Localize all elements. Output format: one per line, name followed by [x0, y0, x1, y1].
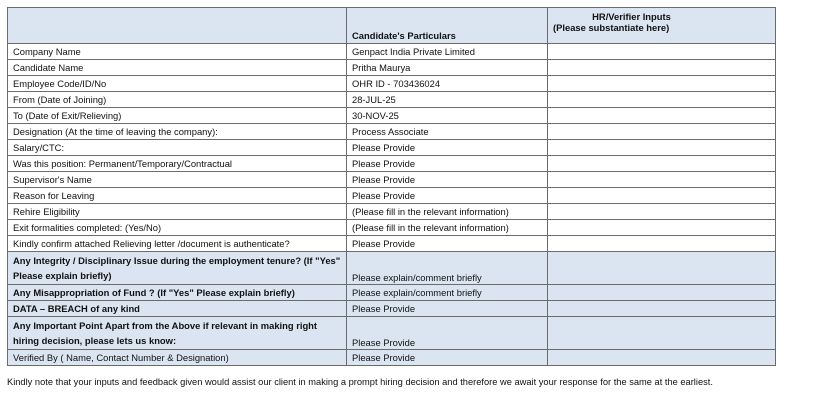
candidate-value: OHR ID - 703436024	[347, 76, 548, 92]
header-hr-title: HR/Verifier Inputs	[592, 11, 671, 22]
row-exit-formalities	[8, 220, 776, 236]
hr-input-cell[interactable]	[548, 60, 776, 76]
field-label: Reason for Leaving	[8, 188, 347, 204]
field-label: Exit formalities completed: (Yes/No)	[8, 220, 347, 236]
candidate-value: Please Provide	[347, 188, 548, 204]
footer-note: Kindly note that your inputs and feedback given would assist our client in making a prompt hiring decision and therefore we await your response for the same at the earliest.	[7, 377, 713, 387]
hr-input-cell[interactable]	[548, 124, 776, 140]
field-label: Supervisor's Name	[8, 172, 347, 188]
question-label: Any Integrity / Disciplinary Issue during the employment tenure? (If "Yes" Please explain briefly)	[8, 252, 347, 285]
candidate-value: Please Provide	[347, 172, 548, 188]
hr-input-cell[interactable]	[548, 140, 776, 156]
field-label: Verified By ( Name, Contact Number & Designation)	[8, 350, 347, 366]
candidate-value: Please explain/comment briefly	[347, 252, 548, 285]
candidate-value: Please Provide	[347, 350, 548, 366]
row-date-of-exit	[8, 108, 776, 124]
verification-form-table	[7, 7, 776, 366]
candidate-value: Pritha Maurya	[347, 60, 548, 76]
hr-input-cell[interactable]	[548, 172, 776, 188]
candidate-value: 28-JUL-25	[347, 92, 548, 108]
hr-input-cell[interactable]	[548, 204, 776, 220]
row-rehire-eligibility	[8, 204, 776, 220]
row-reason-for-leaving	[8, 188, 776, 204]
row-candidate-name	[8, 60, 776, 76]
hr-input-cell[interactable]	[548, 301, 776, 317]
hr-input-cell[interactable]	[548, 252, 776, 285]
field-label: Rehire Eligibility	[8, 204, 347, 220]
field-label: Salary/CTC:	[8, 140, 347, 156]
row-designation	[8, 124, 776, 140]
row-misappropriation	[8, 285, 776, 301]
header-blank-cell	[8, 8, 347, 44]
field-label: Candidate Name	[8, 60, 347, 76]
hr-input-cell[interactable]	[548, 44, 776, 60]
candidate-value: Please Provide	[347, 156, 548, 172]
field-label: Was this position: Permanent/Temporary/Contractual	[8, 156, 347, 172]
candidate-value: Genpact India Private Limited	[347, 44, 548, 60]
field-label: Employee Code/ID/No	[8, 76, 347, 92]
hr-input-cell[interactable]	[548, 236, 776, 252]
row-verified-by	[8, 350, 776, 366]
candidate-value: Please explain/comment briefly	[347, 285, 548, 301]
hr-input-cell[interactable]	[548, 188, 776, 204]
field-label: From (Date of Joining)	[8, 92, 347, 108]
question-label: Any Misappropriation of Fund ? (If "Yes" Please explain briefly)	[8, 285, 347, 301]
row-employee-code	[8, 76, 776, 92]
candidate-value: Please Provide	[347, 317, 548, 350]
hr-input-cell[interactable]	[548, 350, 776, 366]
hr-input-cell[interactable]	[548, 285, 776, 301]
hr-input-cell[interactable]	[548, 108, 776, 124]
question-label: DATA – BREACH of any kind	[8, 301, 347, 317]
field-label: To (Date of Exit/Relieving)	[8, 108, 347, 124]
question-label: Any Important Point Apart from the Above if relevant in making right hiring decision, please lets us know:	[8, 317, 347, 350]
row-supervisor-name	[8, 172, 776, 188]
field-label: Kindly confirm attached Relieving letter /document is authenticate?	[8, 236, 347, 252]
row-company-name	[8, 44, 776, 60]
row-position-type	[8, 156, 776, 172]
field-label: Company Name	[8, 44, 347, 60]
candidate-value: (Please fill in the relevant information)	[347, 204, 548, 220]
candidate-value: 30-NOV-25	[347, 108, 548, 124]
row-date-of-joining	[8, 92, 776, 108]
hr-input-cell[interactable]	[548, 317, 776, 350]
row-important-point	[8, 317, 776, 350]
header-hr-verifier-inputs	[548, 8, 776, 44]
hr-input-cell[interactable]	[548, 76, 776, 92]
candidate-value: (Please fill in the relevant information)	[347, 220, 548, 236]
candidate-value: Please Provide	[347, 140, 548, 156]
header-hr-subtitle: (Please substantiate here)	[553, 22, 670, 33]
hr-input-cell[interactable]	[548, 220, 776, 236]
hr-input-cell[interactable]	[548, 156, 776, 172]
candidate-value: Process Associate	[347, 124, 548, 140]
row-data-breach	[8, 301, 776, 317]
row-relieving-letter	[8, 236, 776, 252]
hr-input-cell[interactable]	[548, 92, 776, 108]
header-candidate-particulars: Candidate's Particulars	[347, 8, 548, 44]
candidate-value: Please Provide	[347, 301, 548, 317]
table-header-row	[8, 8, 776, 44]
candidate-value: Please Provide	[347, 236, 548, 252]
row-integrity-issue	[8, 252, 776, 285]
row-salary	[8, 140, 776, 156]
field-label: Designation (At the time of leaving the company):	[8, 124, 347, 140]
